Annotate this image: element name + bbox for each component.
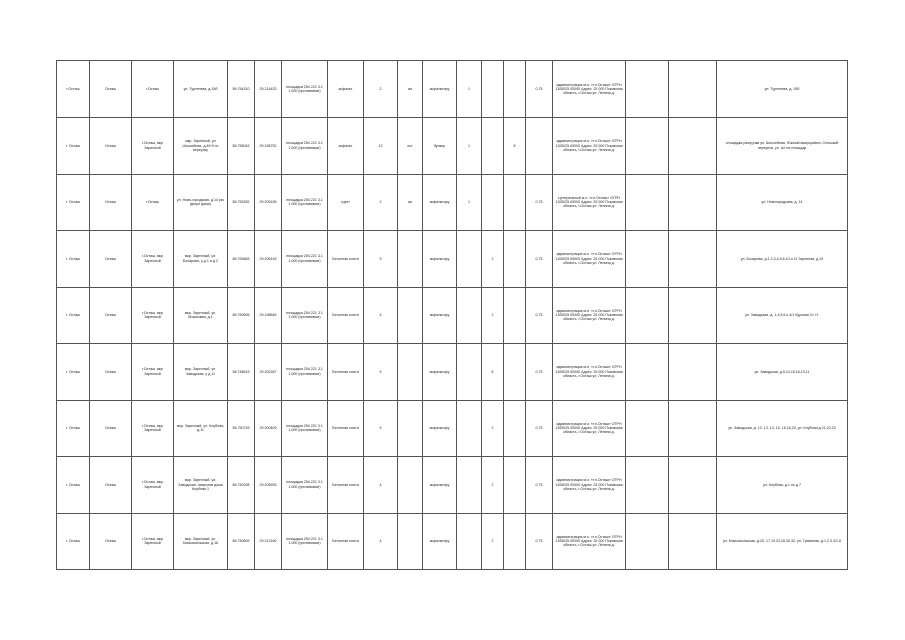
settlement-cell: г. Осташ bbox=[57, 231, 90, 288]
locality-cell: г.Осташ bbox=[132, 174, 174, 231]
area-cell: 9 bbox=[364, 344, 398, 401]
empty-cell bbox=[626, 287, 669, 344]
fence-cell: асфальтиру bbox=[423, 400, 457, 457]
container-volume-cell: 0,75 bbox=[526, 287, 553, 344]
empty-cell bbox=[669, 513, 717, 570]
address-cell: мкр. Заречный, ул Шоссейная, д.49 б по переулку bbox=[174, 118, 228, 175]
unit-cell bbox=[398, 231, 423, 288]
surface-type-cell: Бетонная плита bbox=[328, 457, 364, 514]
surface-type-cell: Бетонная плита bbox=[328, 513, 364, 570]
latitude-cell: 56.748615 bbox=[228, 344, 255, 401]
material-cell: площадка 254 221 3.1 1.000 (противовые) bbox=[282, 287, 328, 344]
served-objects-cell: ул. Комсомольская, д.20, 17,19,23,28,30,32; ул. Туманная, д.1,2,3,3/1,8 bbox=[717, 513, 848, 570]
district-cell: Осташ bbox=[90, 118, 132, 175]
latitude-cell: 56.753282 bbox=[228, 174, 255, 231]
container-volume-cell: 0,75 bbox=[526, 61, 553, 118]
container-count-cell: 2 bbox=[482, 400, 504, 457]
longitude-cell: 29.200409 bbox=[255, 400, 282, 457]
address-cell: мкр. Заречный, ул. Заводская, напротив дома Клубная 1 bbox=[174, 457, 228, 514]
longitude-cell: 29.205155 bbox=[255, 174, 282, 231]
longitude-cell: 29.202287 bbox=[255, 344, 282, 401]
container-count-cell: 2 bbox=[482, 513, 504, 570]
locality-cell: г.Осташ, мкр Заречный bbox=[132, 287, 174, 344]
unit-cell bbox=[398, 457, 423, 514]
table-row bbox=[57, 61, 848, 118]
served-objects-cell: ул. Клубная, д.1 по д.7 bbox=[717, 457, 848, 514]
latitude-cell: 56.755049 bbox=[228, 118, 255, 175]
table-row bbox=[57, 174, 848, 231]
container-count-cell bbox=[504, 344, 526, 401]
owner-cell: администрация м.о. «г.п.Осташ» ОГРН 1105025 00000 Адрес: 25 000 Псковская область, г.Осташ ул. Ленина д. bbox=[553, 231, 626, 288]
container-count-cell bbox=[482, 61, 504, 118]
address-cell: ул. Ново-городская, д.14 (во дворе дома) bbox=[174, 174, 228, 231]
container-count-cell: 1 bbox=[457, 61, 482, 118]
address-cell: мкр. Заречный, ул. Мошковая, д.1 bbox=[174, 287, 228, 344]
locality-cell: г.Осташ, мкр Заречный bbox=[132, 400, 174, 457]
container-count-cell bbox=[504, 231, 526, 288]
unit-cell: ост bbox=[398, 118, 423, 175]
fence-cell: асфальтиру bbox=[423, 61, 457, 118]
served-objects-cell: ул. Новогородская, д. 14 bbox=[717, 174, 848, 231]
address-cell: ул. Тургенева, д.15б bbox=[174, 61, 228, 118]
locality-cell: г.Осташ, мкр Заречный bbox=[132, 231, 174, 288]
area-cell: 9 bbox=[364, 231, 398, 288]
empty-cell bbox=[669, 344, 717, 401]
fence-cell: асфальтиру bbox=[423, 174, 457, 231]
locality-cell: г.Осташ bbox=[132, 61, 174, 118]
material-cell: площадка 254 221 3.1 1.000 (противовые) bbox=[282, 61, 328, 118]
container-count-cell bbox=[482, 174, 504, 231]
latitude-cell: 56.754310 bbox=[228, 61, 255, 118]
material-cell: площадка 254 221 3.1 1.000 (противовые) bbox=[282, 513, 328, 570]
table-row bbox=[57, 231, 848, 288]
longitude-cell: 29.212160 bbox=[255, 513, 282, 570]
container-volume-cell bbox=[526, 118, 553, 175]
empty-cell bbox=[669, 400, 717, 457]
container-count-cell bbox=[457, 344, 482, 401]
unit-cell bbox=[398, 400, 423, 457]
served-objects-cell: площадка разгрузки ул. Шоссейная, Южный микрорайон, Сельский переулок, ул. Ал на площадь bbox=[717, 118, 848, 175]
container-count-cell: 8 bbox=[504, 118, 526, 175]
container-count-cell bbox=[504, 400, 526, 457]
unit-cell bbox=[398, 513, 423, 570]
address-cell: мкр. Заречный, ул. Комсомольская, д.16 bbox=[174, 513, 228, 570]
district-cell: Осташ bbox=[90, 400, 132, 457]
area-cell: 9 bbox=[364, 400, 398, 457]
table-row bbox=[57, 400, 848, 457]
owner-cell: администрация м.о. «г.п.Осташ» ОГРН 1105025 00000 Адрес: 25 000 Псковская область, г.Осташ ул. Ленина д. bbox=[553, 61, 626, 118]
owner-cell: администрация м.о. «г.п.Осташ» ОГРН 1105025 00000 Адрес: 25 000 Псковская область, г.Осташ ул. Ленина д. bbox=[553, 287, 626, 344]
empty-cell bbox=[626, 61, 669, 118]
container-volume-cell: 0,75 bbox=[526, 457, 553, 514]
material-cell: площадка 254 221 3.1 1.000 (противовые) bbox=[282, 174, 328, 231]
settlement-cell: г. Осташ bbox=[57, 287, 90, 344]
served-objects-cell: ул. Бочарова, д.1,2,3,4,5,6,10 и 11 Заречная, д.10 bbox=[717, 231, 848, 288]
table-row bbox=[57, 287, 848, 344]
served-objects-cell: ул. Заводская, д. 1,4,5,6 и 4/1 Курская Ст. Н. bbox=[717, 287, 848, 344]
empty-cell bbox=[669, 174, 717, 231]
container-count-cell bbox=[504, 287, 526, 344]
empty-cell bbox=[626, 118, 669, 175]
surface-type-cell: Бетонная плита bbox=[328, 287, 364, 344]
district-cell: Осташ bbox=[90, 231, 132, 288]
container-count-cell bbox=[504, 61, 526, 118]
fence-cell: асфальтиру bbox=[423, 287, 457, 344]
container-count-cell bbox=[457, 400, 482, 457]
surface-type-cell: асфальт bbox=[328, 118, 364, 175]
locality-cell: г.Осташ, мкр Заречный bbox=[132, 513, 174, 570]
container-count-cell: 1 bbox=[457, 174, 482, 231]
table-row bbox=[57, 118, 848, 175]
container-count-cell: 2 bbox=[482, 231, 504, 288]
table-row bbox=[57, 457, 848, 514]
district-cell: Осташ bbox=[90, 513, 132, 570]
container-count-cell: 6 bbox=[482, 344, 504, 401]
material-cell: площадка 254 221 3.1 1.000 (противовые) bbox=[282, 231, 328, 288]
longitude-cell: 29.205925 bbox=[255, 457, 282, 514]
container-volume-cell: 0,75 bbox=[526, 513, 553, 570]
empty-cell bbox=[669, 61, 717, 118]
material-cell: площадка 254 221 3.1 1.000 (противовые) bbox=[282, 118, 328, 175]
empty-cell bbox=[669, 118, 717, 175]
surface-type-cell: Бетонная плита bbox=[328, 344, 364, 401]
surface-type-cell: Бетонная плита bbox=[328, 231, 364, 288]
district-cell: Осташ bbox=[90, 344, 132, 401]
container-count-cell bbox=[504, 513, 526, 570]
latitude-cell: 56.750809 bbox=[228, 513, 255, 570]
surface-type-cell: грунт bbox=[328, 174, 364, 231]
container-count-cell bbox=[457, 457, 482, 514]
empty-cell bbox=[626, 457, 669, 514]
locality-cell: г.Осташ, мкр Заречный bbox=[132, 118, 174, 175]
container-count-cell: 2 bbox=[482, 287, 504, 344]
table-row bbox=[57, 344, 848, 401]
empty-cell bbox=[669, 287, 717, 344]
waste-site-registry-table bbox=[56, 60, 848, 570]
empty-cell bbox=[626, 400, 669, 457]
container-count-cell bbox=[457, 287, 482, 344]
fence-cell: бункер bbox=[423, 118, 457, 175]
district-cell: Осташ bbox=[90, 61, 132, 118]
container-count-cell bbox=[482, 118, 504, 175]
longitude-cell: 29.206145 bbox=[255, 231, 282, 288]
empty-cell bbox=[626, 513, 669, 570]
area-cell: 12 bbox=[364, 118, 398, 175]
empty-cell bbox=[669, 231, 717, 288]
empty-cell bbox=[669, 457, 717, 514]
container-volume-cell: 0,75 bbox=[526, 400, 553, 457]
container-volume-cell: 0,75 bbox=[526, 174, 553, 231]
settlement-cell: г. Осташ bbox=[57, 400, 90, 457]
fence-cell: асфальтиру bbox=[423, 231, 457, 288]
owner-cell: администрация м.о. «г.п.Осташ» ОГРН 1105025 00000 Адрес: 25 000 Псковская область, г.Осташ ул. Ленина д. bbox=[553, 400, 626, 457]
material-cell: площадка 254 221 3.1 1.000 (противовые) bbox=[282, 400, 328, 457]
owner-cell: Центральный м.о. «г.п.Осташ» ОГРН 1105025 00000 Адрес: 25 000 Псковская область, г.Осташ ул. Ленина д. bbox=[553, 174, 626, 231]
area-cell: 4 bbox=[364, 287, 398, 344]
table-row bbox=[57, 513, 848, 570]
address-cell: мкр. Заречный, ул. Клубная, д.11 bbox=[174, 400, 228, 457]
district-cell: Осташ bbox=[90, 287, 132, 344]
settlement-cell: г. Осташ bbox=[57, 457, 90, 514]
settlement-cell: г. Осташ bbox=[57, 118, 90, 175]
surface-type-cell: Бетонная плита bbox=[328, 400, 364, 457]
empty-cell bbox=[626, 174, 669, 231]
served-objects-cell: ул. Тургенева, д. 15б bbox=[717, 61, 848, 118]
longitude-cell: 29.198645 bbox=[255, 287, 282, 344]
district-cell: Осташ bbox=[90, 457, 132, 514]
container-count-cell bbox=[457, 513, 482, 570]
unit-cell: ая bbox=[398, 174, 423, 231]
latitude-cell: 56.750745 bbox=[228, 400, 255, 457]
area-cell: 2 bbox=[364, 174, 398, 231]
longitude-cell: 29.196752 bbox=[255, 118, 282, 175]
fence-cell: асфальтиру bbox=[423, 344, 457, 401]
fence-cell: асфальтиру bbox=[423, 457, 457, 514]
owner-cell: администрация м.о. «г.п.Осташ» ОГРН 1105025 00000 Адрес: 25 000 Псковская область, г.Осташ ул. Ленина д. bbox=[553, 457, 626, 514]
owner-cell: администрация м.о. «г.п.Осташ» ОГРН 1105025 00000 Адрес: 25 000 Псковская область, г.Осташ ул. Ленина д. bbox=[553, 344, 626, 401]
locality-cell: г.Осташ, мкр Заречный bbox=[132, 457, 174, 514]
container-volume-cell: 0,75 bbox=[526, 231, 553, 288]
container-count-cell bbox=[504, 457, 526, 514]
unit-cell bbox=[398, 344, 423, 401]
longitude-cell: 29.214433 bbox=[255, 61, 282, 118]
empty-cell bbox=[626, 231, 669, 288]
address-cell: мкр. Заречный, ул. Заводская, у д 11 bbox=[174, 344, 228, 401]
settlement-cell: г.Осташ bbox=[57, 61, 90, 118]
container-count-cell bbox=[504, 174, 526, 231]
settlement-cell: г. Осташ bbox=[57, 174, 90, 231]
area-cell: 2 bbox=[364, 61, 398, 118]
settlement-cell: г. Осташ bbox=[57, 344, 90, 401]
address-cell: мкр. Заречный, ул. Бочарова, у д 1 и д 2 bbox=[174, 231, 228, 288]
latitude-cell: 56.750695 bbox=[228, 287, 255, 344]
unit-cell: ая bbox=[398, 61, 423, 118]
owner-cell: администрация м.о. «г.п.Осташ» ОГРН 1105025 00000 Адрес: 25 000 Псковская область, г.Осташ ул. Ленина д. bbox=[553, 118, 626, 175]
container-count-cell bbox=[457, 231, 482, 288]
material-cell: площадка 254 221 3.1 1.000 (противовые) bbox=[282, 457, 328, 514]
served-objects-cell: ул. Заводская, д.5,10,15,16,19,11 bbox=[717, 344, 848, 401]
latitude-cell: 56.750298 bbox=[228, 457, 255, 514]
settlement-cell: г. Осташ bbox=[57, 513, 90, 570]
container-count-cell: 1 bbox=[457, 118, 482, 175]
served-objects-cell: ул. Заводская, д. 12, 13, 14, 15, 16,16,20, ул. Клубная д.21,22,23 bbox=[717, 400, 848, 457]
surface-type-cell: асфальт bbox=[328, 61, 364, 118]
registry-body bbox=[57, 61, 848, 570]
latitude-cell: 56.753683 bbox=[228, 231, 255, 288]
container-volume-cell: 0,75 bbox=[526, 344, 553, 401]
material-cell: площадка 254 221 3.1 1.000 (противовые) bbox=[282, 344, 328, 401]
empty-cell bbox=[626, 344, 669, 401]
owner-cell: администрация м.о. «г.п.Осташ» ОГРН 1105025 00000 Адрес: 25 000 Псковская область, г.Осташ ул. Ленина д. bbox=[553, 513, 626, 570]
area-cell: 4 bbox=[364, 457, 398, 514]
container-count-cell: 2 bbox=[482, 457, 504, 514]
unit-cell bbox=[398, 287, 423, 344]
locality-cell: г.Осташ, мкр Заречный bbox=[132, 344, 174, 401]
district-cell: Осташ bbox=[90, 174, 132, 231]
fence-cell: асфальтиру bbox=[423, 513, 457, 570]
area-cell: 4 bbox=[364, 513, 398, 570]
